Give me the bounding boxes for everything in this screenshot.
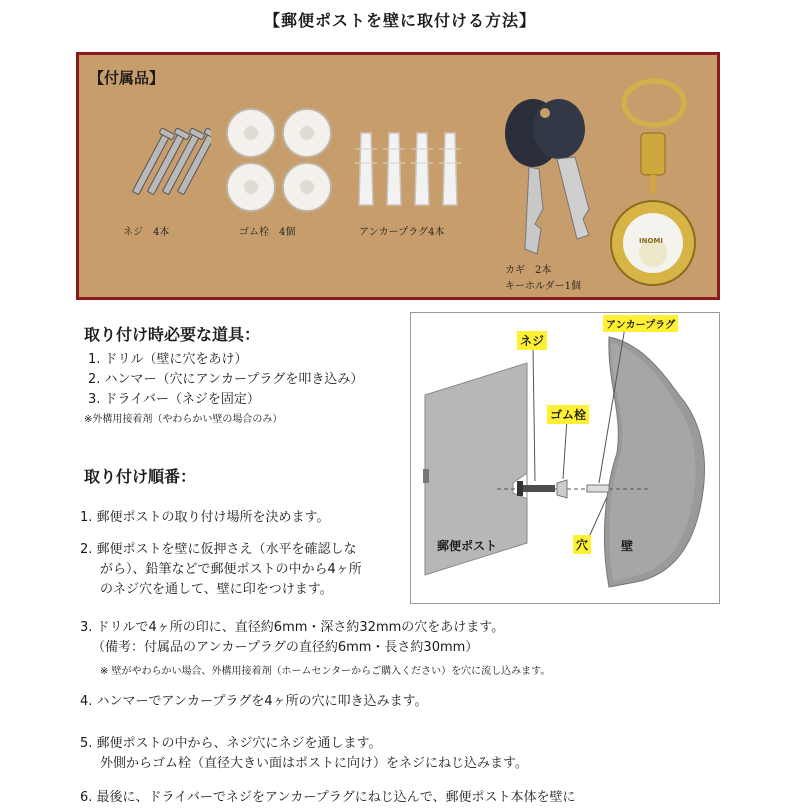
screws-caption: ネジ 4本 — [123, 227, 170, 238]
anchors-image — [351, 129, 471, 209]
step-2-line-2: がら）、鉛筆などで郵便ポストの中から4ヶ所 — [100, 562, 362, 577]
diagram-drawing — [411, 313, 719, 603]
post-label: 郵便ポスト — [437, 539, 498, 553]
step-6: 6. 最後に、ドライバーでネジをアンカープラグにねじ込んで、郵便ポスト本体を壁に — [80, 790, 576, 805]
callout-hole: 穴 — [573, 535, 591, 554]
step-3-line-2: （備考：付属品のアンカープラグの直径約6mm・長さ約30mm） — [92, 640, 479, 655]
tool-item-drill: 1. ドリル（壁に穴をあけ） — [88, 352, 248, 367]
brand-label: INOMI — [639, 237, 663, 245]
keys-caption: カギ 2本 — [505, 265, 552, 276]
step-2-line-3: のネジ穴を通して、壁に印をつけます。 — [100, 582, 333, 597]
step-3-note: ※ 壁がやわらかい場合、外構用接着剤（ホームセンターからご購入ください）を穴に流し込みます。 — [100, 666, 551, 677]
tool-item-hammer: 2. ハンマー（穴にアンカープラグを叩き込み） — [88, 372, 364, 387]
procedure-title: 取り付け順番： — [84, 467, 197, 486]
tool-item-driver: 3. ドライバー（ネジを固定） — [88, 392, 260, 407]
callout-rubber: ゴム栓 — [547, 405, 589, 424]
step-3-line-1: 3. ドリルで4ヶ所の印に、直径約6mm・深さ約32mmの穴をあけます。 — [80, 620, 505, 635]
step-4: 4. ハンマーでアンカープラグを4ヶ所の穴に叩き込みます。 — [80, 694, 428, 709]
callout-screw: ネジ — [517, 331, 547, 350]
rubber-plugs-image — [219, 105, 339, 215]
wall-label: 壁 — [621, 539, 634, 553]
screws-image — [121, 125, 211, 205]
anchors-caption: アンカープラグ4本 — [359, 227, 445, 238]
keys-image — [485, 89, 605, 259]
installation-diagram — [410, 312, 720, 604]
step-5-line-1: 5. 郵便ポストの中から、ネジ穴にネジを通します。 — [80, 736, 382, 751]
step-5-line-2: 外側からゴム栓（直径大きい面はポストに向け）をネジにねじ込みます。 — [100, 756, 528, 771]
tools-title: 取り付け時必要な道具： — [84, 325, 261, 344]
page-title: 【郵便ポストを壁に取付ける方法】 — [263, 11, 536, 30]
accessories-panel — [76, 52, 720, 300]
tools-note: ※外構用接着剤（やわらかい壁の場合のみ） — [84, 414, 283, 425]
rubber-plugs-caption: ゴム栓 4個 — [239, 227, 296, 238]
step-2-line-1: 2. 郵便ポストを壁に仮押さえ（水平を確認しな — [80, 542, 357, 557]
callout-anchor: アンカープラグ — [603, 315, 678, 332]
key-holder-image — [599, 75, 709, 295]
accessories-heading: 【付属品】 — [89, 69, 165, 87]
step-1: 1. 郵便ポストの取り付け場所を決めます。 — [80, 510, 330, 525]
key-holder-caption: キーホルダー1個 — [505, 281, 581, 292]
